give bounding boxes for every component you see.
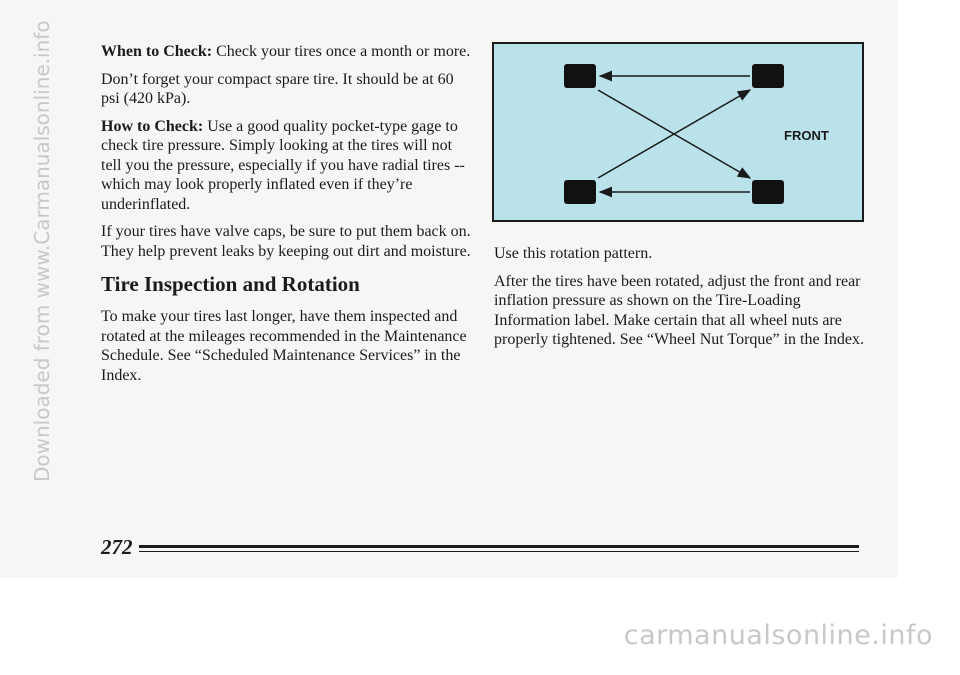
when-to-check-lead: When to Check: [101,43,213,60]
tire-front-right [752,64,784,88]
how-to-check-lead: How to Check: [101,117,204,135]
section-heading: Tire Inspection and Rotation [101,272,360,296]
footer-rule-thin [139,551,859,552]
paragraph-after-rotation: After the tires have been rotated, adjust the front and rear inflation pressure as shown on the Tire-Loading Information label. Make certain that all wheel nuts are properly tightened. See “Wheel Nut Torque” in the Index. [494,272,865,348]
paragraph-when-to-check [101,42,471,62]
right-column [494,244,864,358]
rotation-pattern-svg [494,44,862,220]
front-label: FRONT [784,128,829,143]
footer-rule-thick [139,545,859,548]
left-column [101,42,471,393]
when-to-check-text: Check your tires once a month or more. [212,43,471,60]
side-watermark: Downloaded from www.Carmanualsonline.info [30,20,54,482]
page-number: 272 [101,535,133,559]
how-to-check-text: Use a good quality pocket-type gage to check tire pressure. Simply looking at the tires will not tell you the pressure, especially if you have radial tires -- which may look properly inflated even if they’re underinflated. [101,117,465,213]
page-footer [101,535,861,559]
paragraph-spare-tire: Don’t forget your compact spare tire. It should be at 60 psi (420 kPa). [101,70,454,107]
paragraph-inspection: To make your tires last longer, have them inspected and rotated at the mileages recommended in the Maintenance Schedule. See “Scheduled Maintenance Services” in the Index. [101,308,467,384]
tire-front-left [564,64,596,88]
bottom-watermark: carmanualsonline.info [623,620,933,651]
tire-rotation-diagram [492,42,864,222]
paragraph-valve-caps: If your tires have valve caps, be sure to put them back on. They help prevent leaks by keeping out dirt and moisture. [101,223,471,260]
tire-rear-right [752,180,784,204]
bottom-watermark-row [0,620,960,651]
tire-rear-left [564,180,596,204]
paragraph-rotation-pattern: Use this rotation pattern. [494,245,653,262]
paragraph-how-to-check [101,117,471,215]
